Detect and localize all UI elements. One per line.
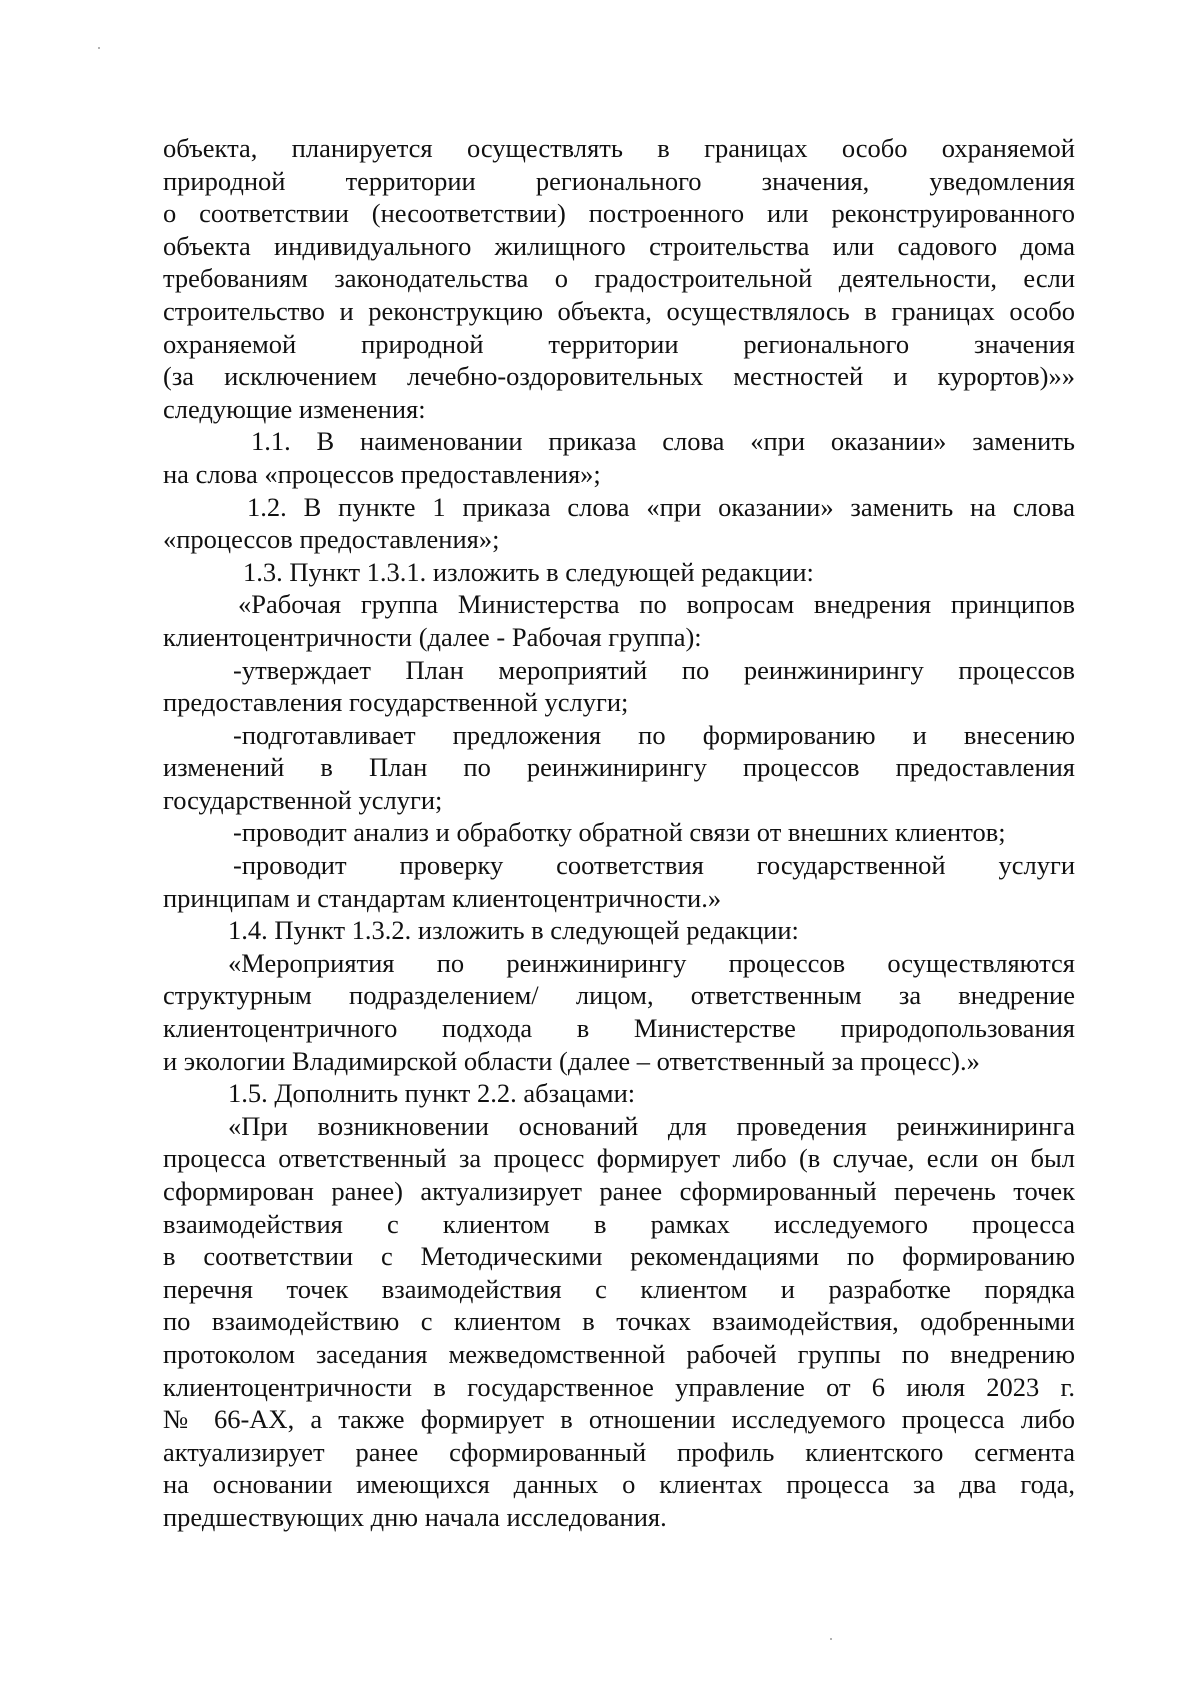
text-line: на слова «процессов предоставления»; xyxy=(163,458,601,489)
text-line: в соответствии с Методическими рекомендациями по формированию xyxy=(163,1241,1075,1272)
text-line: 1.4. Пункт 1.3.2. изложить в следующей редакции: xyxy=(228,915,799,946)
text-line: 1.1. В наименовании приказа слова «при оказании» заменить xyxy=(251,426,1075,457)
text-line: объекта индивидуального жилищного строительства или садового дома xyxy=(163,230,1075,261)
text-line: -подготавливает предложения по формированию и внесению xyxy=(233,719,1075,750)
text-line: «При возникновении оснований для проведения реинжиниринга xyxy=(228,1110,1075,1141)
scan-speck xyxy=(830,1638,832,1640)
text-line: изменений в План по реинжинирингу процессов предоставления xyxy=(163,752,1075,783)
text-line: и экологии Владимирской области (далее – ответственный за процесс).» xyxy=(163,1045,980,1076)
text-line: предшествующих дню начала исследования. xyxy=(163,1501,667,1532)
text-line: клиентоцентричности (далее - Рабочая группа): xyxy=(163,621,702,652)
text-line: о соответствии (несоответствии) построенного или реконструированного xyxy=(163,198,1075,229)
text-line: «Мероприятия по реинжинирингу процессов осуществляются xyxy=(228,947,1075,978)
text-line: по взаимодействию с клиентом в точках взаимодействия, одобренными xyxy=(163,1306,1075,1337)
text-line: объекта, планируется осуществлять в границах особо охраняемой xyxy=(163,133,1075,163)
text-line: на основании имеющихся данных о клиентах процесса за два года, xyxy=(163,1469,1075,1500)
text-line: структурным подразделением/ лицом, ответственным за внедрение xyxy=(163,980,1075,1011)
text-line: 1.5. Дополнить пункт 2.2. абзацами: xyxy=(228,1078,636,1109)
text-line: актуализирует ранее сформированный профиль клиентского сегмента xyxy=(163,1436,1075,1467)
text-line: процесса ответственный за процесс формирует либо (в случае, если он был xyxy=(163,1143,1075,1174)
document-body xyxy=(163,132,1075,1534)
text-line: строительство и реконструкцию объекта, осуществлялось в границах особо xyxy=(163,295,1075,326)
text-line: 1.3. Пункт 1.3.1. изложить в следующей редакции: xyxy=(243,556,814,587)
text-line: протоколом заседания межведомственной рабочей группы по внедрению xyxy=(163,1338,1075,1369)
text-line: -утверждает План мероприятий по реинжинирингу процессов xyxy=(233,654,1075,685)
text-line: -проводит анализ и обработку обратной связи от внешних клиентов; xyxy=(233,817,1006,848)
text-line: предоставления государственной услуги; xyxy=(163,687,629,718)
text-line: следующие изменения: xyxy=(163,393,426,424)
text-line: сформирован ранее) актуализирует ранее сформированный перечень точек xyxy=(163,1176,1075,1206)
text-line: перечня точек взаимодействия с клиентом и разработке порядка xyxy=(163,1273,1075,1304)
text-line: взаимодействия с клиентом в рамках исследуемого процесса xyxy=(163,1208,1075,1239)
text-line: принципам и стандартам клиентоцентричности.» xyxy=(163,882,722,913)
text-line: природной территории регионального значения, уведомления xyxy=(163,165,1075,196)
scan-speck xyxy=(98,47,100,49)
text-line: государственной услуги; xyxy=(163,784,443,815)
text-line: охраняемой природной территории регионального значения xyxy=(163,328,1075,359)
text-line: -проводит проверку соответствия государственной услуги xyxy=(233,850,1075,881)
text-line: «процессов предоставления»; xyxy=(163,524,500,555)
text-line: 1.2. В пункте 1 приказа слова «при оказании» заменить на слова xyxy=(247,491,1075,522)
text-line: № 66-АХ, а также формирует в отношении исследуемого процесса либо xyxy=(163,1404,1075,1435)
text-line: требованиям законодательства о градостроительной деятельности, если xyxy=(163,263,1075,294)
text-line: клиентоцентричности в государственное управление от 6 июля 2023 г. xyxy=(163,1371,1075,1402)
text-line: (за исключением лечебно-оздоровительных местностей и курортов)»» xyxy=(163,361,1075,392)
text-line: «Рабочая группа Министерства по вопросам внедрения принципов xyxy=(238,589,1075,620)
text-line: клиентоцентричного подхода в Министерстве природопользования xyxy=(163,1013,1075,1044)
